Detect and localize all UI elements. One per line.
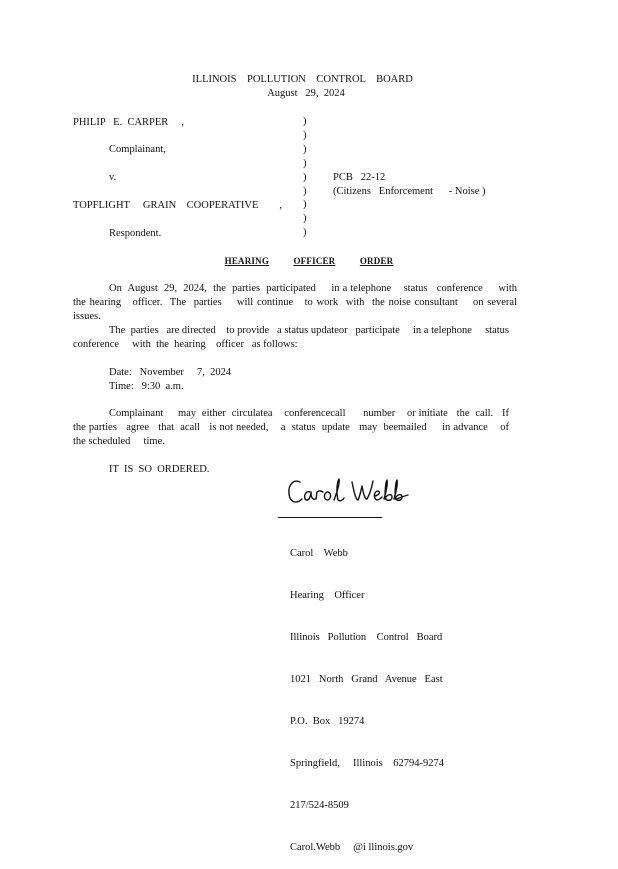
case-type: (Citizens Enforcement - Noise ) [333,186,486,197]
paren: ) [303,157,307,169]
handwritten-signature [286,474,416,510]
paren: ) [303,199,307,211]
signature-block [290,519,444,869]
paragraph-1: On August 29, 2024, the parties participated in a telephone status conference with the hearing officer. The parties will continue to work with the noise consultant on several issues. [73,283,525,322]
heading-word: ORDER [359,256,394,266]
caption-parentheses [303,115,313,240]
paren: ) [303,213,307,225]
paragraph-2: The parties are directed to provide a status updateor participate in a telephone status conference with the hearing officer as follows: [73,325,512,350]
hearing-time: Time: 9:30 a.m. [109,381,184,392]
signer-po-box: P.O. Box 19274 [290,716,365,727]
signer-city: Springfield, Illinois 62794-9274 [290,758,444,769]
signer-name: Carol Webb [290,548,348,559]
signer-title: Hearing Officer [290,590,365,601]
paren: ) [303,116,307,127]
signer-email[interactable]: Carol.Webb @i llinois.gov [290,842,414,853]
signature-line [278,517,382,518]
paragraph-3: Complainant may either circulatea conferencecall number or initiate the call. If the parties agree that acall is not needed, a status update may beemailed in advance of the scheduled time. [73,408,515,447]
paren: ) [303,143,307,155]
heading-word: HEARING [224,256,270,266]
respondent-name: TOPFLIGHT GRAIN COOPERATIVE , [73,200,283,211]
signer-phone: 217/524-8509 [290,800,349,811]
paren: ) [303,185,307,197]
hearing-date: Date: November 7, 2024 [109,367,232,378]
signer-street: 1021 North Grand Avenue East [290,674,443,685]
versus-label: v. [109,172,117,183]
paren: ) [303,171,307,183]
agency-title: ILLINOIS POLLUTION CONTROL BOARD [192,74,413,85]
paren: ) [303,227,307,239]
so-ordered: IT IS SO ORDERED. [109,464,210,475]
paren: ) [303,129,307,141]
respondent-role: Respondent. [109,228,162,239]
complainant-name: PHILIP E. CARPER , [73,117,185,128]
signer-org: Illinois Pollution Control Board [290,632,443,643]
order-date: August 29, 2024 [267,88,345,99]
heading-word: OFFICER [293,256,336,266]
order-heading [0,254,618,268]
complainant-role: Complainant, [109,144,166,155]
case-number: PCB 22-12 [333,172,386,183]
